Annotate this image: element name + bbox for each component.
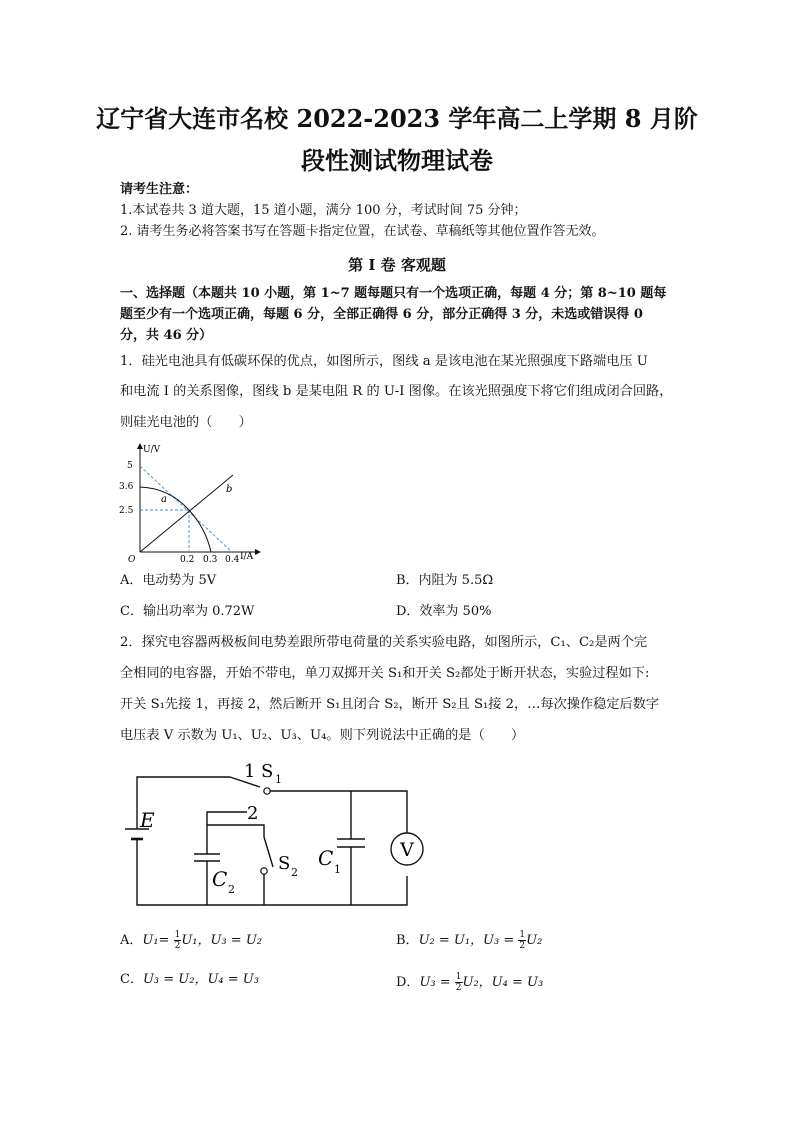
q2-option-c <box>120 972 259 988</box>
part1-line2: 题至少有一个选项正确，每题 6 分，全部正确得 6 分，部分正确得 3 分，未选或错误得 0 <box>120 307 643 322</box>
s2-subscript: 2 <box>291 866 298 879</box>
q1-line1: 1．硅光电池具有低碳环保的优点，如图所示，图线 a 是该电池在某光照强度下路端电压 U <box>120 354 648 369</box>
notice-item-1: 1.本试卷共 3 道大题，15 道小题，满分 100 分，考试时间 75 分钟； <box>120 203 527 218</box>
line-b-label: b <box>226 484 233 495</box>
fraction-numerator: 1 <box>519 930 526 940</box>
q2-option-b-part2: U₂ <box>526 933 543 948</box>
s2-contact <box>261 868 267 874</box>
x-tick-0-3: 0.3 <box>203 555 218 565</box>
part1-line1: 一、选择题（本题共 10 小题，第 1~7 题每题只有一个选项正确，每题 4 分；第 8~10 题每 <box>120 286 667 301</box>
q2-line3: 开关 S₁先接 1，再接 2，然后断开 S₁且闭合 S₂，断开 S₂且 S₁接 2，…每次操作稳定后数字 <box>120 697 660 712</box>
c1-subscript: 1 <box>334 863 341 876</box>
curve-a-label: a <box>161 494 167 505</box>
s1-label: S <box>261 761 274 782</box>
q1-option-c: C．输出功率为 0.72W <box>120 604 255 619</box>
voltmeter-label: V <box>400 839 414 861</box>
y-tick-5: 5 <box>127 461 133 471</box>
fraction-numerator: 1 <box>174 930 181 940</box>
battery-e-label: E <box>140 808 155 832</box>
s1-subscript: 1 <box>275 773 282 786</box>
dashed-tangent <box>140 466 232 552</box>
x-tick-0-2: 0.2 <box>180 555 195 565</box>
y-axis-label: U/V <box>143 445 161 455</box>
page-title-line1: 辽宁省大连市名校 2022-2023 学年高二上学期 8 月阶 <box>96 104 698 133</box>
part1-line3: 分，共 46 分） <box>120 328 213 343</box>
s1-contact-1 <box>264 788 270 794</box>
q1-ui-graph <box>115 438 270 566</box>
fraction-denominator: 2 <box>455 983 462 993</box>
notice-heading: 请考生注意： <box>120 182 199 197</box>
q2-option-d <box>396 972 543 993</box>
q2-circuit-diagram <box>120 755 430 910</box>
origin-label: O <box>128 555 136 565</box>
section-title: 第 I 卷 客观题 <box>348 256 446 274</box>
terminal-2-label: 2 <box>247 803 259 824</box>
wire-to-s2 <box>207 825 264 837</box>
q1-line2: 和电流 I 的关系图像，图线 b 是某电阻 R 的 U-I 图像。在该光照强度下将它们组成闭合回路， <box>120 384 673 399</box>
wire-bottom <box>137 839 407 905</box>
q2-option-b-label: B． <box>396 933 419 948</box>
q2-option-d-fraction <box>455 972 463 993</box>
y-tick-3-6: 3.6 <box>119 482 134 492</box>
x-tick-0-4: 0.4 <box>225 555 240 565</box>
y-tick-2-5: 2.5 <box>119 506 134 516</box>
q2-option-c-part1: U₃ = U₂，U₄ = U₃ <box>142 972 259 987</box>
q1-option-a: A．电动势为 5V <box>120 573 217 588</box>
q1-option-b: B．内阻为 5.5Ω <box>396 573 494 588</box>
fraction-denominator: 2 <box>519 941 526 951</box>
x-axis-label: I/A <box>240 552 254 562</box>
fraction-numerator: 1 <box>455 972 462 982</box>
wire-terminal-2 <box>207 812 247 825</box>
q2-option-b-fraction <box>518 930 526 951</box>
q2-option-a <box>120 930 262 951</box>
q2-option-d-part2: U₂，U₄ = U₃ <box>462 975 544 990</box>
q2-option-d-label: D． <box>396 975 420 990</box>
q2-line4: 电压表 V 示数为 U₁、U₂、U₃、U₄。则下列说法中正确的是（ ） <box>120 728 525 743</box>
q2-option-d-part1: U₃ = <box>419 975 451 990</box>
q2-line1: 2．探究电容器两极板间电势差跟所带电荷量的关系实验电路，如图所示，C₁、C₂是两个完 <box>120 635 648 650</box>
s2-label: S <box>278 853 291 874</box>
line-b <box>140 475 233 552</box>
c2-subscript: 2 <box>228 883 235 896</box>
c2-label: C <box>212 867 228 891</box>
q2-option-b <box>396 930 542 951</box>
notice-item-2: 2. 请考生务必将答案书写在答题卡指定位置，在试卷、草稿纸等其他位置作答无效。 <box>120 224 605 239</box>
q2-option-a-label: A． <box>120 933 143 948</box>
q1-option-d: D．效率为 50% <box>396 604 492 619</box>
c1-label: C <box>318 846 334 870</box>
q1-line3: 则硅光电池的（ ） <box>120 415 252 430</box>
terminal-1-label: 1 <box>244 761 256 782</box>
q2-option-a-part2: U₁，U₃ = U₂ <box>181 933 262 948</box>
wire-top-right <box>268 791 407 835</box>
q2-option-c-label: C． <box>120 972 143 987</box>
q2-option-b-part1: U₂ = U₁，U₃ = <box>418 933 515 948</box>
curve-a <box>140 487 211 552</box>
q2-line2: 全相同的电容器，开始不带电，单刀双掷开关 S₁和开关 S₂都处于断开状态，实验过程如下: <box>120 666 650 681</box>
switch-s2-blade <box>264 837 273 867</box>
page-title-line2: 段性测试物理试卷 <box>301 146 493 175</box>
q2-option-a-part1: U₁= <box>142 933 170 948</box>
fraction-denominator: 2 <box>174 941 181 951</box>
